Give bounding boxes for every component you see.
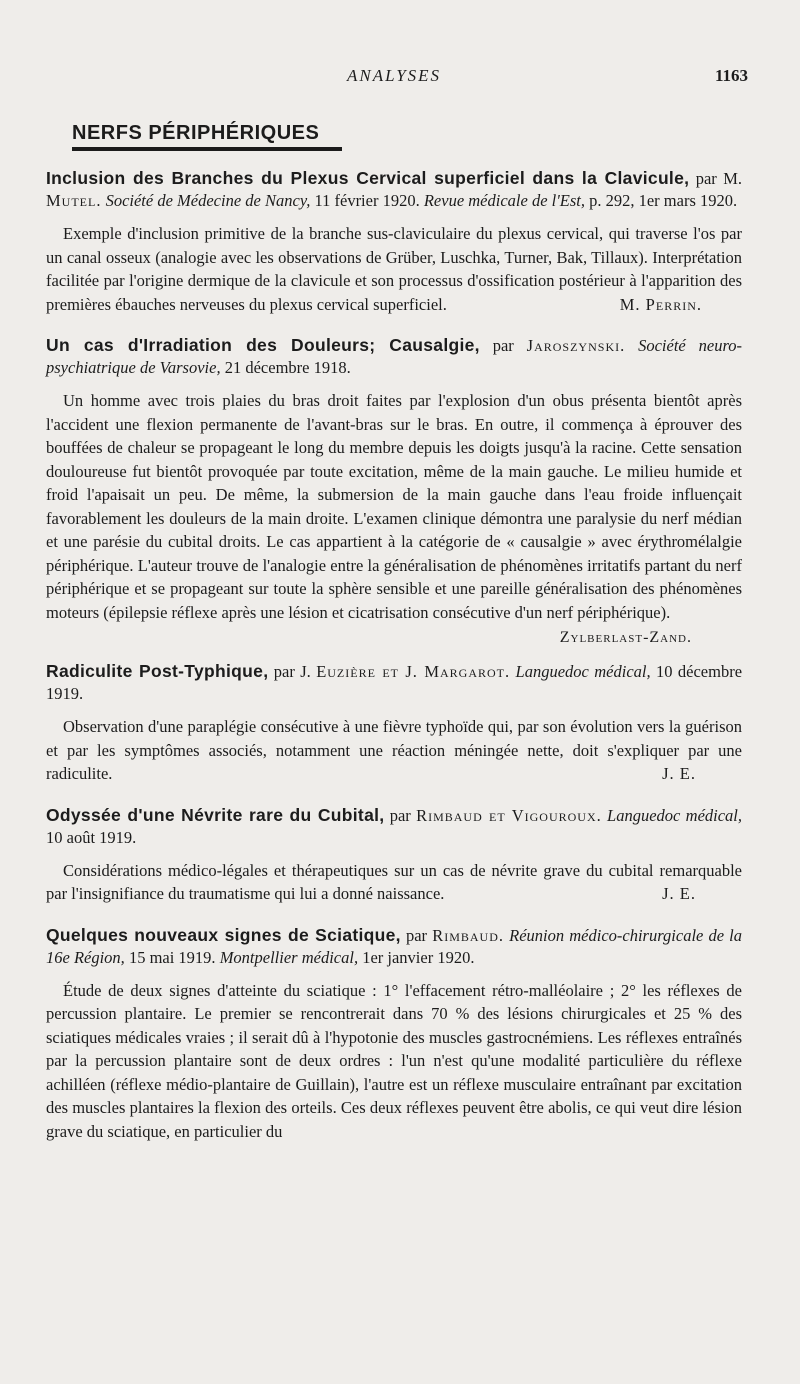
- article-by: par J.: [273, 662, 311, 681]
- article-body: [46, 715, 742, 786]
- article-source: Société neuro-psychiatrique de Varsovie,: [46, 336, 742, 377]
- article-title: Radiculite Post-Typhique,: [46, 661, 269, 681]
- article-date: 11 février 1920.: [314, 191, 420, 210]
- article-source-2: Montpellier médical,: [219, 947, 359, 967]
- article-text: Un homme avec trois plaies du bras droit faites par l'explosion d'un obus présenta bientôt après l'accident une flexion permanente de l'avant-bras sur le bras. En outre, il commença à éprouver des bouffées de chaleur se propageant le long du membre depuis les doigts jusqu'à la racine. Cette sensation douloureuse fut bientôt provoquée par toute excitation, même de la main gauche. Le milieu humide et froid l'apaisait un peu. De même, la submersion de la main gauche dans l'eau froide influençait favorablement les douleurs de la main droite. L'examen clinique démontra une paralysie du nerf médian et une parésie du cubital droits. Le cas appartient à la catégorie de « causalgie » avec érythromélalgie périphérique. L'auteur trouve de l'analogie entre la généralisation de phénomènes irritatifs partant du nerf périphérique et se propageant sur toute la sphère sensible et une pareille généralisation des phénomènes moteurs (épilepsie réflexe après une lésion et cicatrisation consécutive d'un nerf périphérique).: [46, 391, 742, 622]
- article-authors: Euzière et J. Margarot.: [316, 662, 511, 681]
- article-1: [46, 167, 742, 316]
- article-signature: J. E.: [662, 884, 696, 903]
- article-heading: [46, 924, 742, 969]
- article-body: [46, 222, 742, 316]
- article-source: Réunion médico-chirurgicale de la 16e Région,: [46, 925, 743, 967]
- article-2: [46, 334, 742, 648]
- article-title: Quelques nouveaux signes de Sciatique,: [46, 924, 401, 945]
- article-body: [46, 979, 742, 1144]
- article-heading: [46, 660, 742, 705]
- article-heading: [46, 334, 742, 379]
- article-heading: [46, 167, 742, 212]
- article-text: Exemple d'inclusion primitive de la branche sus-claviculaire du plexus cervical, qui traverse l'os par un canal osseux (analogie avec les observations de Grüber, Luschka, Turner, Bak, Tillaux). Interprétation facilitée par l'origine dermique de la clavicule et son processus d'ossification postérieur à l'apparition des premières ébauches nerveuses du plexus cervical superficiel.: [46, 224, 742, 314]
- article-signature: J. E.: [662, 764, 696, 783]
- article-5: [46, 924, 742, 1144]
- journal-page: [46, 62, 748, 1143]
- article-date: 10 août 1919.: [46, 827, 137, 847]
- article-authors: Rimbaud et Vigouroux.: [416, 805, 602, 825]
- article-3: [46, 660, 742, 786]
- running-title: ANALYSES: [346, 66, 442, 85]
- article-signature: Zylberlast-Zand.: [559, 629, 692, 646]
- article-text: Considérations médico-légales et thérapeutiques sur un cas de névrite grave du cubital remarquable par l'insignifiance du traumatisme qui lui a donné naissance.: [46, 860, 742, 903]
- article-by: par: [492, 336, 514, 355]
- article-authors: Mutel.: [46, 191, 102, 210]
- article-text: Étude de deux signes d'atteinte du sciatique : 1° l'effacement rétro-malléolaire ; 2° les réflexes de percussion plantaire. Le premier se rencontrerait dans 70 % des lésions chirurgicales et 25 % des sciatiques médicales vraies ; il serait dû à l'hypotonie des muscles gastrocnémiens. Les réflexes entraînés par la percussion plantaire sont de deux ordres : l'un n'est qu'une modalité particulière du réflexe achilléen (réflexe médio-plantaire de Guillain), l'autre est un réflexe musculaire entraînant par excitation des muscles plantaires la flexion des orteils. Ces deux réflexes peuvent être abolis, ce qui veut dire lésion grave du sciatique, en particulier du: [46, 980, 742, 1141]
- article-date-2: p. 292, 1er mars 1920.: [589, 191, 738, 210]
- article-text: Observation d'une paraplégie consécutive à une fièvre typhoïde qui, par son évolution vers la guérison et par les symptômes associés, notamment une réaction méningée nette, doit s'expliquer par une radiculite.: [46, 717, 742, 783]
- article-authors: Jaroszynski.: [526, 336, 626, 355]
- running-head: [46, 62, 748, 92]
- article-heading: [46, 804, 742, 849]
- article-by: par: [405, 925, 428, 945]
- article-source: Languedoc médical,: [515, 662, 651, 681]
- article-title: Inclusion des Branches du Plexus Cervical superficiel dans la Clavicule,: [46, 168, 690, 188]
- article-body: [46, 389, 742, 624]
- article-title: Odyssée d'une Névrite rare du Cubital,: [46, 804, 385, 825]
- article-source-2: Revue médicale de l'Est,: [423, 191, 585, 210]
- article-date: 15 mai 1919.: [128, 947, 216, 967]
- article-source: Languedoc médical,: [607, 805, 743, 825]
- page-number: 1163: [714, 66, 748, 85]
- article-by: par M.: [695, 169, 742, 188]
- article-body: [46, 859, 742, 906]
- article-title: Un cas d'Irradiation des Douleurs; Causalgie,: [46, 335, 480, 355]
- article-authors: Rimbaud.: [432, 925, 504, 945]
- article-source: Société de Médecine de Nancy,: [105, 191, 311, 210]
- article-date: 21 décembre 1918.: [224, 358, 351, 377]
- article-date-2: 1er janvier 1920.: [362, 947, 475, 967]
- article-signature: M. Perrin.: [619, 294, 702, 314]
- article-date: 10 décembre 1919.: [46, 662, 743, 703]
- article-by: par: [389, 805, 411, 825]
- section-title: NERFS PÉRIPHÉRIQUES: [72, 122, 342, 151]
- article-4: [46, 804, 742, 906]
